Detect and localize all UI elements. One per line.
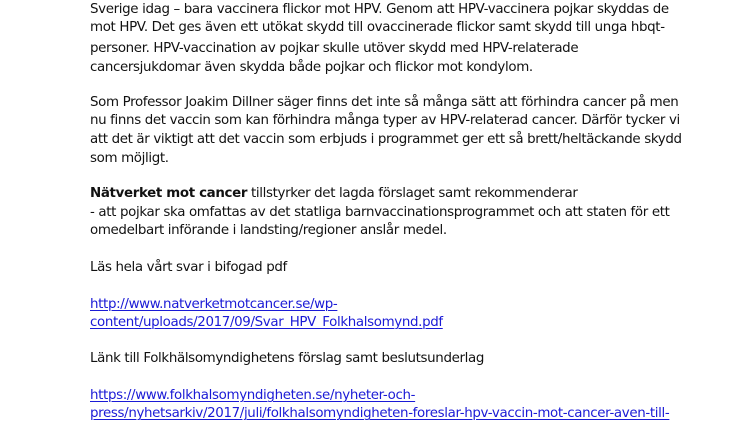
paragraph-2-line-1: Som Professor Joakim Dillner säger finns det inte så många sätt att förhindra cancer på men [90, 95, 679, 110]
link-intro-text: Länk till Folkhälsomyndighetens förslag samt beslutsunderlag [90, 351, 485, 366]
paragraph-3-line-2: - att pojkar ska omfattas av det statliga barnvaccinationsprogrammet och att staten för ett [90, 205, 670, 220]
paragraph-2-line-3: att det är viktigt att det vaccin som erbjuds i programmet ger ett så brett/heltäckande skydd [90, 132, 682, 147]
pdf-link-line-1[interactable]: http://www.natverketmotcancer.se/wp- [90, 297, 338, 312]
organization-name: Nätverket mot cancer [90, 186, 248, 201]
paragraph-3-line-1 [90, 185, 577, 202]
paragraph-2-line-2: nu finns det vaccin som kan förhindra många typer av HPV-relaterad cancer. Därför tycker vi [90, 113, 680, 128]
paragraph-2-line-4: som möjligt. [90, 151, 169, 166]
paragraph-3-line-1-rest: tillstyrker det lagda förslaget samt rekommenderar [247, 186, 578, 201]
paragraph-1-line-1: Sverige idag – bara vaccinera flickor mot HPV. Genom att HPV-vaccinera pojkar skyddas de [90, 2, 669, 17]
paragraph-1-line-3: personer. HPV-vaccination av pojkar skulle utöver skydd med HPV-relaterade [90, 41, 579, 56]
paragraph-1-line-4: cancersjukdomar även skydda både pojkar och flickor mot kondylom. [90, 60, 533, 75]
pdf-link-line-2[interactable]: content/uploads/2017/09/Svar_HPV_Folkhalsomynd.pdf [90, 315, 443, 330]
paragraph-3-line-3: omedelbart införande i landsting/regioner anslår medel. [90, 223, 447, 238]
paragraph-1-line-2: mot HPV. Det ges även ett utökat skydd till ovaccinerade flickor samt skydd till unga hbqt- [90, 20, 665, 35]
read-full-text: Läs hela vårt svar i bifogad pdf [90, 260, 287, 275]
folkhalsomyndigheten-link-line-2[interactable]: press/nyhetsarkiv/2017/juli/folkhalsomyndigheten-foreslar-hpv-vaccin-mot-cancer-aven-till- [90, 406, 670, 421]
folkhalsomyndigheten-link-line-1[interactable]: https://www.folkhalsomyndigheten.se/nyheter-och- [90, 388, 416, 403]
